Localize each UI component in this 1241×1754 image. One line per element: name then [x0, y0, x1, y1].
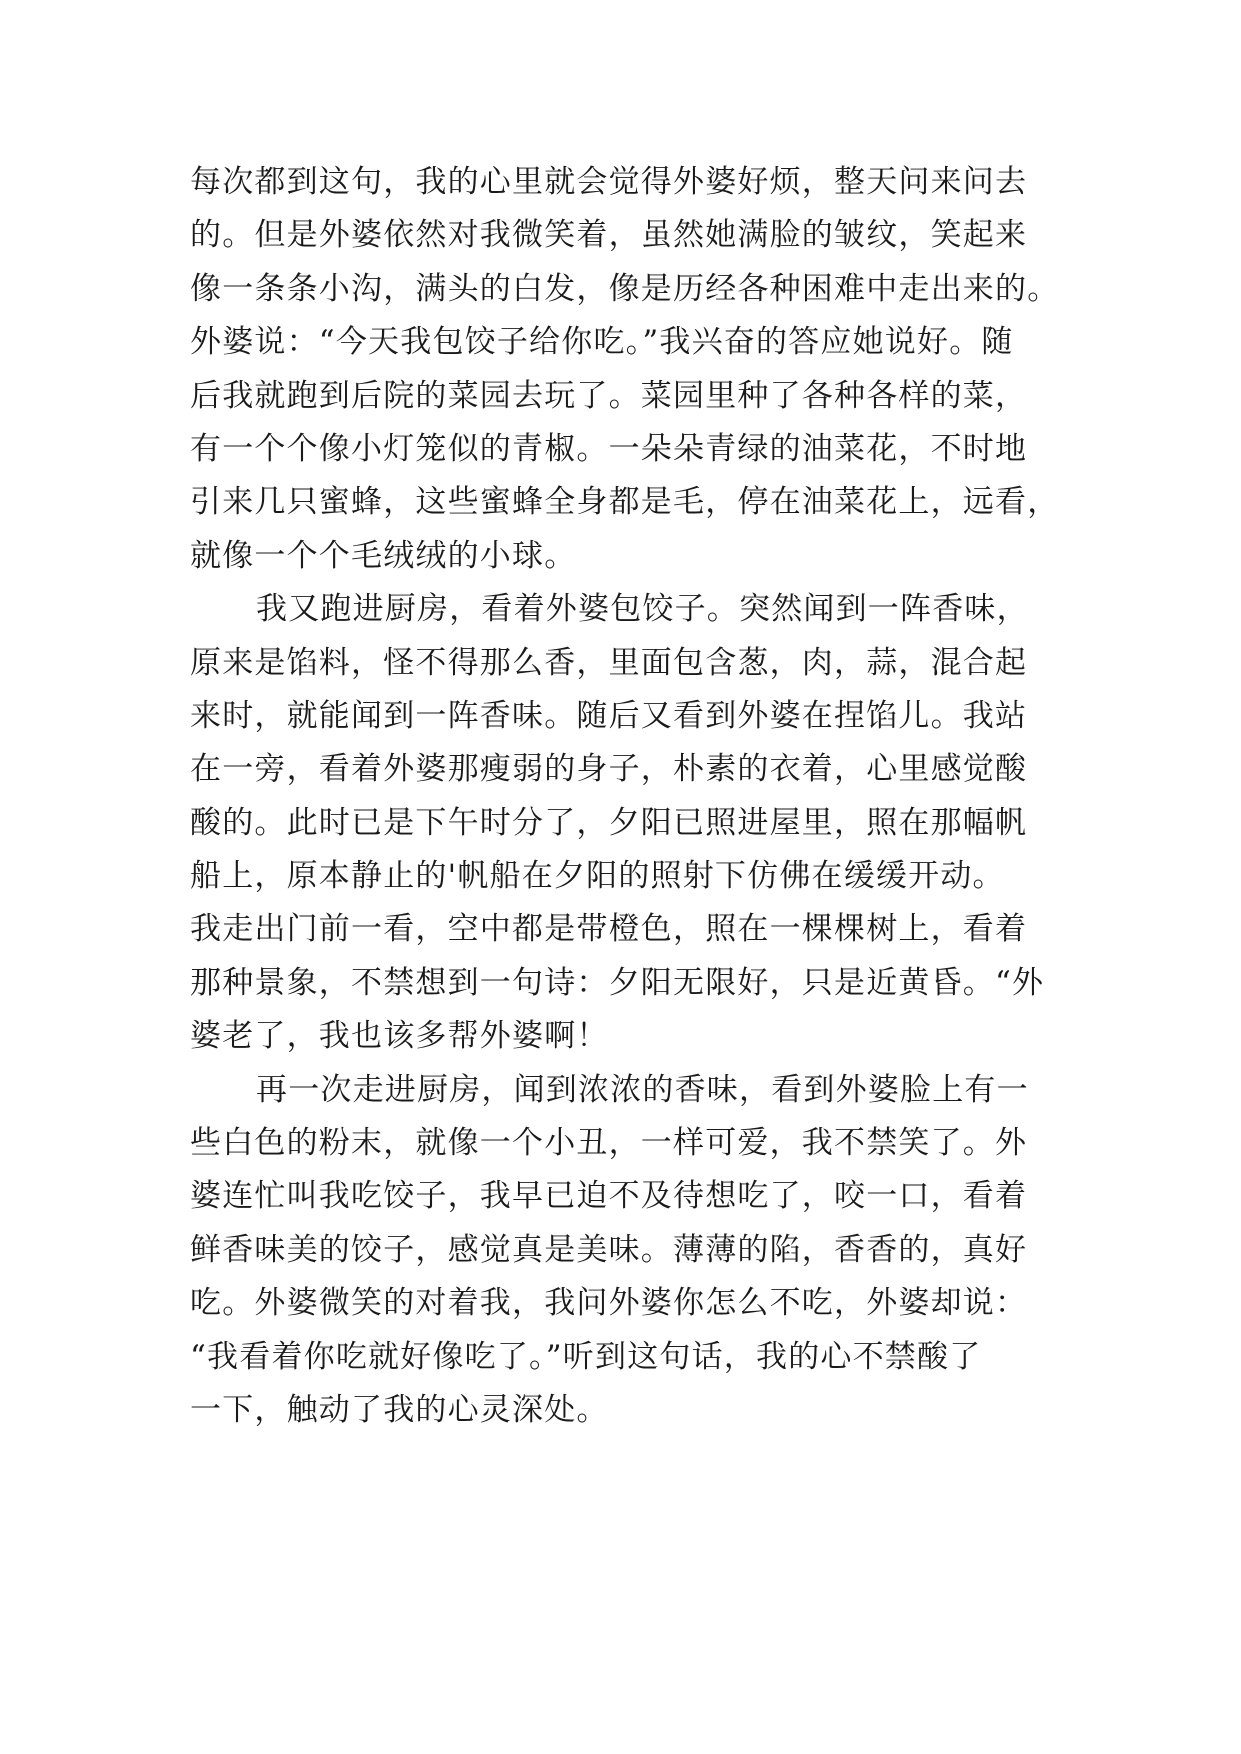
text-line: 外婆说：“今天我包饺子给你吃。”我兴奋的答应她说好。随	[190, 324, 1014, 361]
text-line: 船上，原本静止的'帆船在夕阳的照射下仿佛在缓缓开动。	[190, 858, 1005, 895]
text-line: “我看着你吃就好像吃了。”听到这句话，我的心不禁酸了	[190, 1338, 982, 1375]
text-line: 婆老了，我也该多帮外婆啊！	[190, 1018, 609, 1055]
text-line: 一下，触动了我的心灵深处。	[190, 1391, 609, 1428]
text-line: 在一旁，看着外婆那瘦弱的身子，朴素的衣着，心里感觉酸	[190, 751, 1028, 788]
text-line: 有一个个像小灯笼似的青椒。一朵朵青绿的油菜花，不时地	[190, 430, 1028, 467]
text-line: 引来几只蜜蜂，这些蜜蜂全身都是毛，停在油菜花上，远看，	[190, 484, 1060, 521]
essay-body	[190, 156, 1070, 1437]
text-line: 婆连忙叫我吃饺子，我早已迫不及待想吃了，咬一口，看着	[190, 1178, 1028, 1215]
text-line: 后我就跑到后院的菜园去玩了。菜园里种了各种各样的菜，	[190, 377, 1028, 414]
text-line: 吃。外婆微笑的对着我，我问外婆你怎么不吃，外婆却说：	[190, 1285, 1028, 1322]
text-line: 那种景象，不禁想到一句诗：夕阳无限好，只是近黄昏。“外	[190, 964, 1045, 1001]
text-line: 鲜香味美的饺子，感觉真是美味。薄薄的陷，香香的，真好	[190, 1231, 1028, 1268]
text-line: 来时，就能闻到一阵香味。随后又看到外婆在捏馅儿。我站	[190, 697, 1028, 734]
text-line: 原来是馅料，怪不得那么香，里面包含葱，肉，蒜，混合起	[190, 644, 1028, 681]
paragraph-start-line: 我又跑进厨房，看着外婆包饺子。突然闻到一阵香味，	[256, 591, 1029, 628]
paragraph-start-line: 再一次走进厨房，闻到浓浓的香味，看到外婆脸上有一	[256, 1071, 1029, 1108]
text-line: 像一条条小沟，满头的白发，像是历经各种困难中走出来的。	[190, 270, 1060, 307]
text-line: 我走出门前一看，空中都是带橙色，照在一棵棵树上，看着	[190, 911, 1028, 948]
text-line: 酸的。此时已是下午时分了，夕阳已照进屋里，照在那幅帆	[190, 804, 1028, 841]
text-line: 就像一个个毛绒绒的小球。	[190, 537, 577, 574]
text-line: 的。但是外婆依然对我微笑着，虽然她满脸的皱纹，笑起来	[190, 217, 1028, 254]
text-line: 些白色的粉末，就像一个小丑，一样可爱，我不禁笑了。外	[190, 1125, 1028, 1162]
text-line: 每次都到这句，我的心里就会觉得外婆好烦，整天问来问去	[190, 164, 1028, 200]
